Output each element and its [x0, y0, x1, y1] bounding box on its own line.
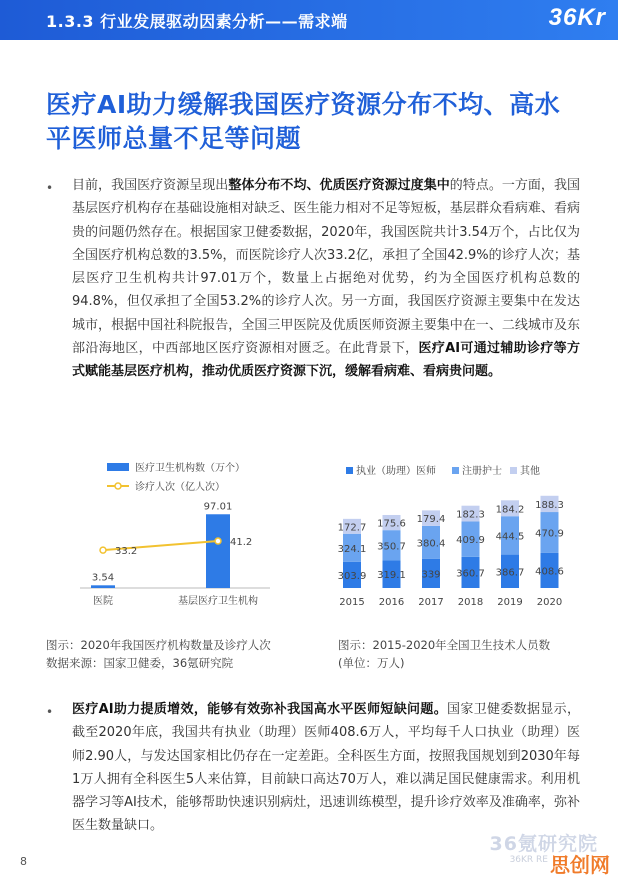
bullet-icon: • [46, 705, 54, 719]
para1-bold-1: 整体分布不均、优质医疗资源过度集中 [228, 178, 450, 193]
segment-value-label: 184.2 [495, 504, 525, 516]
legend-label-1: 注册护士 [462, 466, 502, 477]
section-title: 1.3.3 行业发展驱动因素分析——需求端 [46, 12, 348, 31]
watermark-site: 思创网 [550, 853, 610, 876]
segment-value-label: 470.9 [535, 528, 564, 540]
segment-value-label: 172.7 [337, 522, 367, 534]
line-value-label: 41.2 [230, 537, 253, 549]
segment-value-label: 188.3 [535, 499, 564, 511]
legend-label-2: 其他 [520, 466, 540, 477]
segment-value-label: 409.9 [456, 535, 485, 547]
segment-value-label: 339 [421, 569, 441, 581]
caption-right-line2: (单位：万人) [338, 656, 405, 670]
para2-bold-1: 医疗AI助力提质增效，能够有效弥补我国高水平医师短缺问题。 [72, 702, 448, 717]
x-tick-label: 2020 [536, 597, 563, 608]
bar-医院 [91, 585, 115, 588]
heading-line-1: 医疗AI助力缓解我国医疗资源分布不均、高水 [46, 90, 561, 119]
watermark-36kr-research: 36氪研究院 [489, 833, 598, 855]
x-tick-label: 2019 [497, 597, 523, 608]
legend-marker-visits [115, 483, 121, 489]
segment-value-label: 303.9 [337, 570, 367, 582]
legend-swatch-1 [452, 467, 459, 474]
segment-value-label: 360.7 [456, 568, 485, 580]
para1-text-1: 目前，我国医疗资源呈现出 [72, 178, 229, 193]
caption-right [338, 636, 550, 672]
x-tick-label: 医院 [93, 596, 113, 607]
segment-value-label: 175.6 [377, 518, 406, 530]
segment-value-label: 408.6 [535, 566, 564, 578]
bullet-icon: • [46, 181, 54, 195]
legend-swatch-0 [346, 467, 353, 474]
para2-text-1: 国家卫健委数据显示，截至2020年底，我国共有执业（助理）医师408.6万人，平均每千人口执业（助理）医师2.90人，与发达国家相比仍存在一定差距。全科医生方面，按照我国规划到2030年每1万人拥有全科医生5人来估算，目前缺口高达70万人，难以满足国民健康需求。利用机器学习等AI技术，能够帮助快速识别病灶，迅速训练模型，提升诊疗效率及准确率，弥补医生数量缺口。 [72, 702, 580, 834]
segment-value-label: 386.7 [495, 567, 525, 579]
legend-label-0: 执业（助理）医师 [356, 466, 436, 477]
caption-left [46, 636, 271, 672]
paragraph-medical-resources [72, 174, 580, 384]
legend-swatch-institutions [107, 463, 129, 471]
chart-medical-institutions [60, 455, 290, 615]
paragraph-physician-shortage [72, 698, 580, 838]
bar-基层医疗卫生机构 [206, 514, 230, 588]
segment-value-label: 319.1 [377, 570, 406, 582]
segment-value-label: 324.1 [337, 543, 367, 555]
x-tick-label: 2015 [339, 597, 365, 608]
line-value-label: 33.2 [115, 546, 138, 558]
point-visits [215, 538, 221, 544]
page-heading [46, 88, 586, 156]
36kr-logo: 36Kr [548, 4, 606, 31]
heading-line-2: 平医师总量不足等问题 [46, 124, 302, 153]
segment-value-label: 182.3 [456, 509, 485, 521]
watermark-36kr-en: 36KR RE [509, 855, 548, 865]
chart-health-workers [328, 455, 576, 615]
x-tick-label: 基层医疗卫生机构 [178, 596, 258, 607]
x-tick-label: 2017 [418, 597, 444, 608]
x-tick-label: 2016 [378, 597, 405, 608]
caption-right-line1: 图示：2015-2020年全国卫生技术人员数 [338, 638, 551, 652]
legend-swatch-2 [510, 467, 517, 474]
page-number: 8 [20, 855, 27, 868]
segment-value-label: 380.4 [416, 538, 446, 550]
para1-text-2: 的特点。一方面，我国基层医疗机构存在基础设施相对缺乏、医生能力相对不足等短板，基层群众看病难、看病贵的问题仍然存在。根据国家卫健委数据，2020年，我国医院共计3.54万个，占比仅为全国医疗机构总数的3.5%，而医院诊疗人次33.2亿，承担了全国42.9%的诊疗人次；基层医疗卫生机构共计97.01万个，数量上占据绝对优势，约为全国医疗机构总数的94.8%，但仅承担了全国53.2%的诊疗人次。另一方面，我国医疗资源主要集中在发达城市，根据中国社科院报告，全国三甲医院及优质医师资源主要集中在一、二线城市及东部沿海地区，中西部地区医疗资源相对匮乏。在此背景下， [72, 178, 580, 357]
x-tick-label: 2018 [457, 597, 484, 608]
point-visits [100, 547, 106, 553]
segment-value-label: 179.4 [416, 514, 446, 526]
segment-value-label: 350.7 [377, 541, 406, 553]
legend-label-visits: 诊疗人次（亿人次） [135, 482, 225, 493]
segment-value-label: 444.5 [495, 531, 525, 543]
header-bar [0, 0, 618, 40]
bar-value-label: 97.01 [203, 501, 233, 513]
bar-value-label: 3.54 [91, 572, 115, 584]
legend-label-institutions: 医疗卫生机构数（万个） [135, 463, 245, 474]
para1-bold-2: 医疗AI可通过辅助诊疗等方式赋能基层医疗机构，推动优质医疗资源下沉，缓解看病难、看病贵问题。 [72, 341, 580, 380]
caption-left-line1: 图示：2020年我国医疗机构数量及诊疗人次 [46, 638, 271, 652]
caption-left-line2: 数据来源：国家卫健委，36氪研究院 [46, 656, 234, 670]
